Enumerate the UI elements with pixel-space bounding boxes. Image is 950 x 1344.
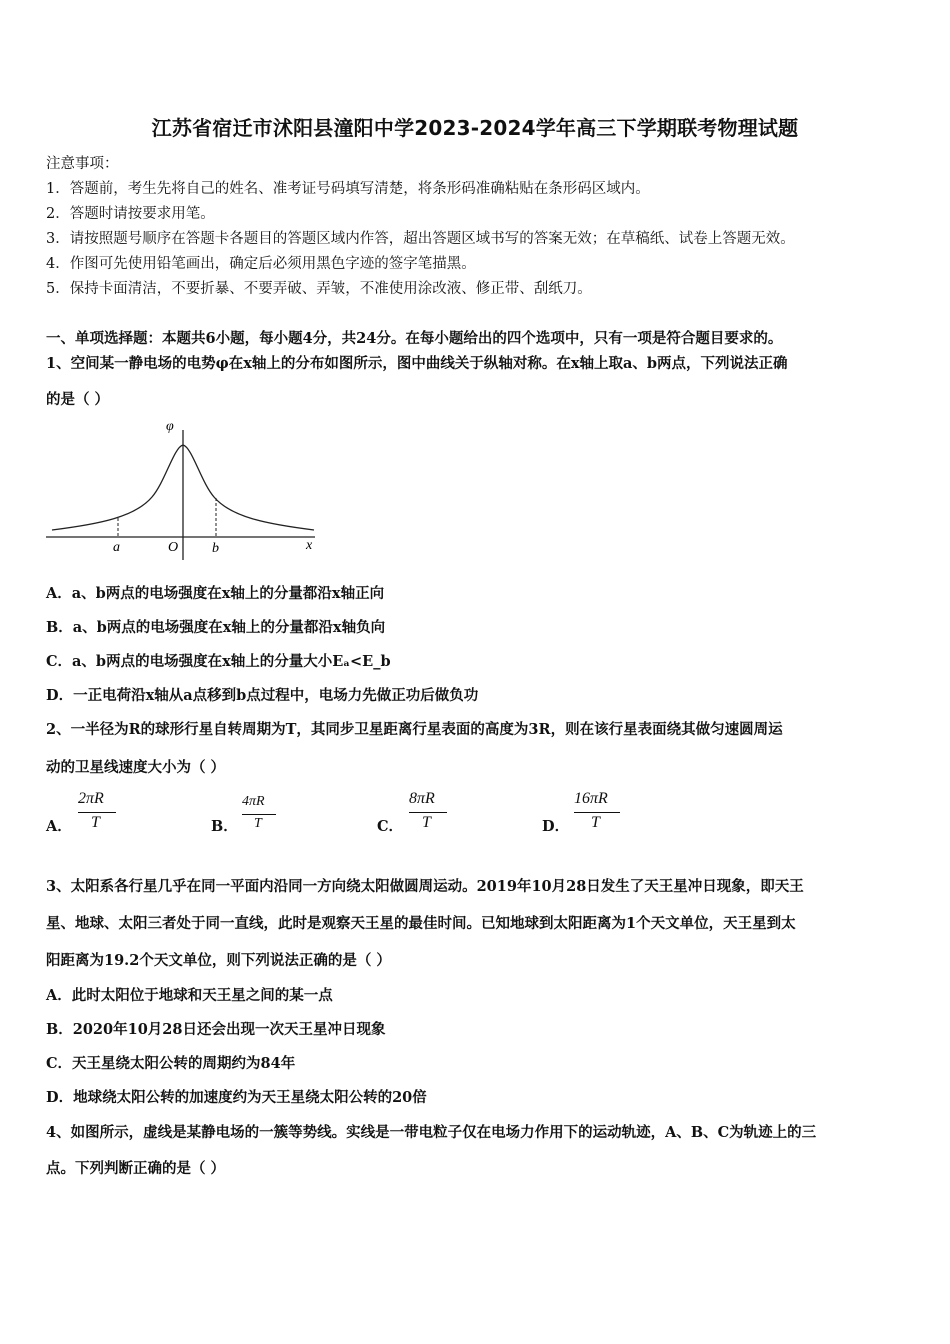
note-item: 4．作图可先使用铅笔画出，确定后必须用黑色字迹的签字笔描黑。 — [46, 256, 476, 272]
q1-option-b: B．a、b两点的电场强度在x轴上的分量都沿x轴负向 — [46, 619, 386, 636]
q3-option-d: D．地球绕太阳公转的加速度约为天王星绕太阳公转的20倍 — [46, 1089, 427, 1106]
fraction-numerator: 4πR — [242, 794, 265, 809]
fraction-bar — [409, 812, 447, 813]
fraction-numerator: 8πR — [409, 790, 435, 807]
q3-stem: 3、太阳系各行星几乎在同一平面内沿同一方向绕太阳做圆周运动。2019年10月28日发生了天王星冲日现象，即天王 — [46, 878, 804, 895]
q2-option-c-label: C． — [377, 818, 404, 835]
q4-stem: 4、如图所示，虚线是某静电场的一簇等势线。实线是一带电粒子仅在电场力作用下的运动轨迹，A、B、C为轨迹上的三 — [46, 1124, 817, 1141]
q2-option-b-label: B． — [211, 818, 238, 835]
q2-stem: 2、一半径为R的球形行星自转周期为T，其同步卫星距离行星表面的高度为3R，则在该行星表面绕其做匀速圆周运 — [46, 721, 783, 738]
q1-stem: 1、空间某一静电场的电势φ在x轴上的分布如图所示，图中曲线关于纵轴对称。在x轴上取a、b两点，下列说法正确 — [46, 355, 788, 372]
note-item: 3．请按照题号顺序在答题卡各题目的答题区域内作答，超出答题区域书写的答案无效；在草稿纸、试卷上答题无效。 — [46, 231, 795, 247]
fraction-numerator: 2πR — [78, 790, 104, 807]
q3-option-a: A．此时太阳位于地球和天王星之间的某一点 — [46, 987, 333, 1004]
q4-stem: 点。下列判断正确的是（ ） — [46, 1160, 226, 1177]
fraction-denominator: T — [422, 814, 431, 831]
q1-option-a: A．a、b两点的电场强度在x轴上的分量都沿x轴正向 — [46, 585, 385, 602]
page-title: 江苏省宿迁市沭阳县潼阳中学2023-2024学年高三下学期联考物理试题 — [151, 116, 799, 140]
y-axis-label: φ — [166, 419, 174, 434]
fraction-bar — [574, 812, 620, 813]
fraction-numerator: 16πR — [574, 790, 608, 807]
q2-option-d-label: D． — [542, 818, 570, 835]
q3-option-b: B．2020年10月28日还会出现一次天王星冲日现象 — [46, 1021, 386, 1038]
x-axis-label: x — [306, 538, 313, 553]
origin-label: O — [168, 540, 179, 555]
fraction-denominator: T — [254, 816, 262, 831]
q2-option-a-label: A． — [46, 818, 72, 835]
fraction-denominator: T — [91, 814, 100, 831]
fraction-denominator: T — [591, 814, 600, 831]
q1-option-d: D．一正电荷沿x轴从a点移到b点过程中，电场力先做正功后做负功 — [46, 687, 479, 704]
q1-stem: 的是（ ） — [46, 391, 110, 408]
point-a-label: a — [113, 540, 120, 555]
q1-option-c: C．a、b两点的电场强度在x轴上的分量大小Eₐ<E_b — [46, 653, 391, 670]
note-item: 2．答题时请按要求用笔。 — [46, 206, 215, 222]
q3-stem: 阳距离为19.2个天文单位，则下列说法正确的是（ ） — [46, 952, 391, 969]
section-heading: 一、单项选择题：本题共6小题，每小题4分，共24分。在每小题给出的四个选项中，只有一项是符合题目要求的。 — [46, 330, 783, 347]
note-item: 5．保持卡面清洁，不要折暴、不要弄破、弄皱，不准使用涂改液、修正带、刮纸刀。 — [46, 281, 592, 297]
note-item: 1．答题前，考生先将自己的姓名、准考证号码填写清楚，将条形码准确粘贴在条形码区域内。 — [46, 181, 650, 197]
point-b-label: b — [212, 541, 219, 556]
q3-stem: 星、地球、太阳三者处于同一直线，此时是观察天王星的最佳时间。已知地球到太阳距离为1个天文单位，天王星到太 — [46, 915, 796, 932]
fraction-bar — [78, 812, 116, 813]
potential-distribution-figure — [40, 412, 330, 562]
fraction-bar — [242, 814, 276, 815]
q2-stem: 动的卫星线速度大小为（ ） — [46, 759, 226, 776]
q3-option-c: C．天王星绕太阳公转的周期约为84年 — [46, 1055, 296, 1072]
notes-heading: 注意事项： — [46, 156, 119, 172]
